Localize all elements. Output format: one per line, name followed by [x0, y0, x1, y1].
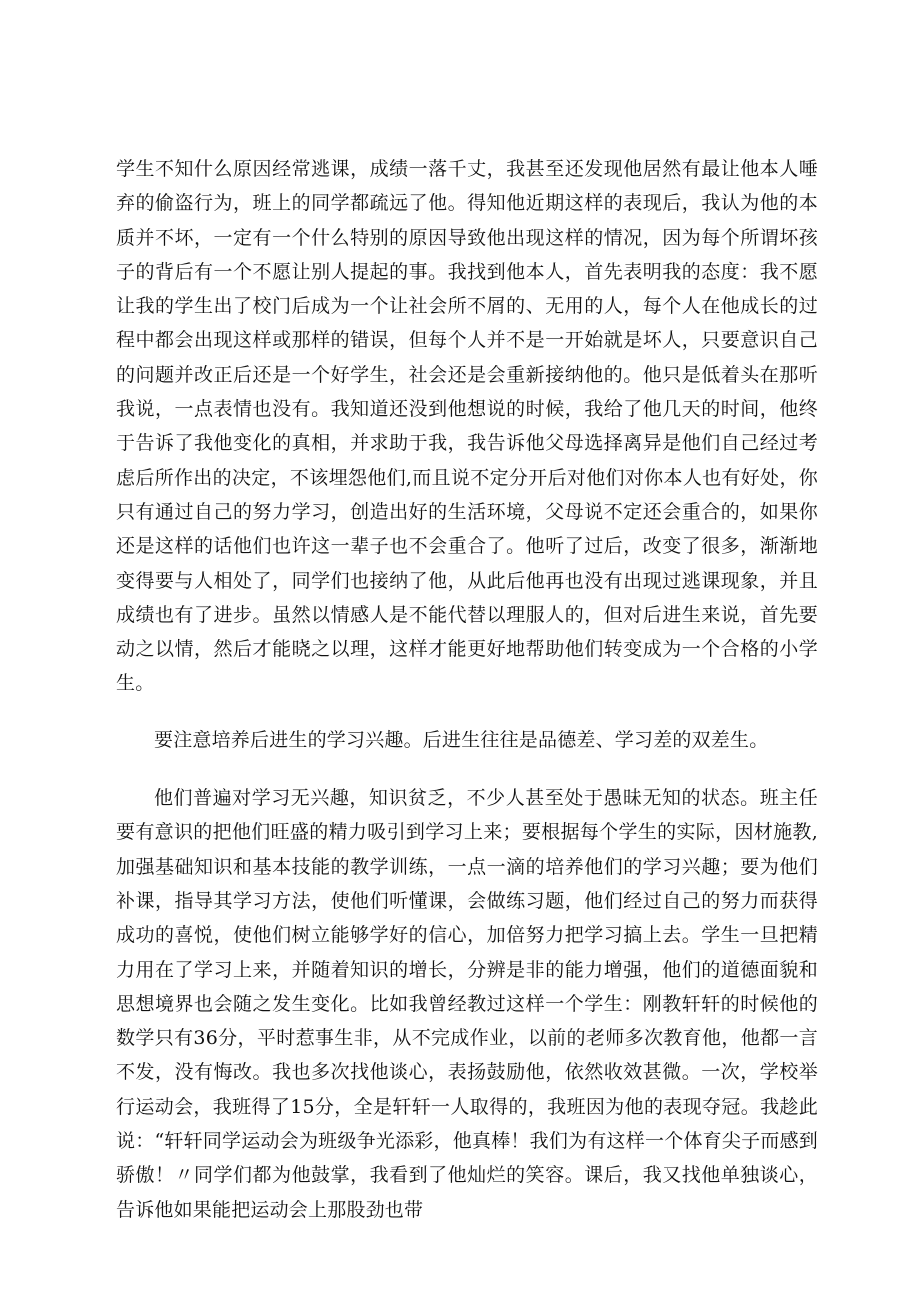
document-body — [116, 152, 818, 1227]
paragraph-example-student: 他们普遍对学习无兴趣，知识贫乏，不少人甚至处于愚昧无知的状态。班主任要有意识的把他们旺盛的精力吸引到学习上来；要根据每个学生的实际，因材施教,加强基础知识和基本技能的教学训练，一点一滴的培养他们的学习兴趣；要为他们补课，指导其学习方法，使他们听懂课，会做练习题，他们经过自己的努力而获得成功的喜悦，使他们树立能够学好的信心，加倍努力把学习搞上去。学生一旦把精力用在了学习上来，并随着知识的增长，分辨是非的能力增强，他们的道德面貌和思想境界也会随之发生变化。比如我曾经教过这样一个学生：刚教轩轩的时候他的数学只有36分，平时惹事生非，从不完成作业，以前的老师多次教育他，他都一言不发，没有悔改。我也多次找他谈心，表扬鼓励他，依然收效甚微。一次，学校举行运动会，我班得了15分，全是轩轩一人取得的，我班因为他的表现夺冠。我趁此说：“轩轩同学运动会为班级争光添彩，他真棒！我们为有这样一个体育尖子而感到骄傲！〃同学们都为他鼓掌，我看到了他灿烂的笑容。课后，我又找他单独谈心，告诉他如果能把运动会上那股劲也带 — [116, 787, 818, 1221]
paragraph-continuation: 学生不知什么原因经常逃课，成绩一落千丈，我甚至还发现他居然有最让他本人唾弃的偷盗行为，班上的同学都疏远了他。得知他近期这样的表现后，我认为他的本质并不坏，一定有一个什么特别的原因导致他出现这样的情况，因为每个所谓坏孩子的背后有一个不愿让别人提起的事。我找到他本人，首先表明我的态度：我不愿让我的学生出了校门后成为一个让社会所不屑的、无用的人，每个人在他成长的过程中都会出现这样或那样的错误，但每个人并不是一开始就是坏人，只要意识自己的问题并改正后还是一个好学生，社会还是会重新接纳他的。他只是低着头在那听我说，一点表情也没有。我知道还没到他想说的时候，我给了他几天的时间，他终于告诉了我他变化的真相，并求助于我，我告诉他父母选择离异是他们自己经过考虑后所作出的决定，不该埋怨他们,而且说不定分开后对他们对你本人也有好处，你只有通过自己的努力学习，创造出好的生活环境，父母说不定还会重合的，如果你还是这样的话他们也许这一辈子也不会重合了。他听了过后，改变了很多，渐渐地变得要与人相处了，同学们也接纳了他，从此后他再也没有出现过逃课现象，并且成绩也有了进步。虽然以情感人是不能代替以理服人的，但对后进生来说，首先要动之以情，然后才能晓之以理，这样才能更好地帮助他们转变成为一个合格的小学生。 — [116, 158, 818, 695]
paragraph-learning-interest: 要注意培养后进生的学习兴趣。后进生往往是品德差、学习差的双差生。 — [154, 728, 769, 751]
